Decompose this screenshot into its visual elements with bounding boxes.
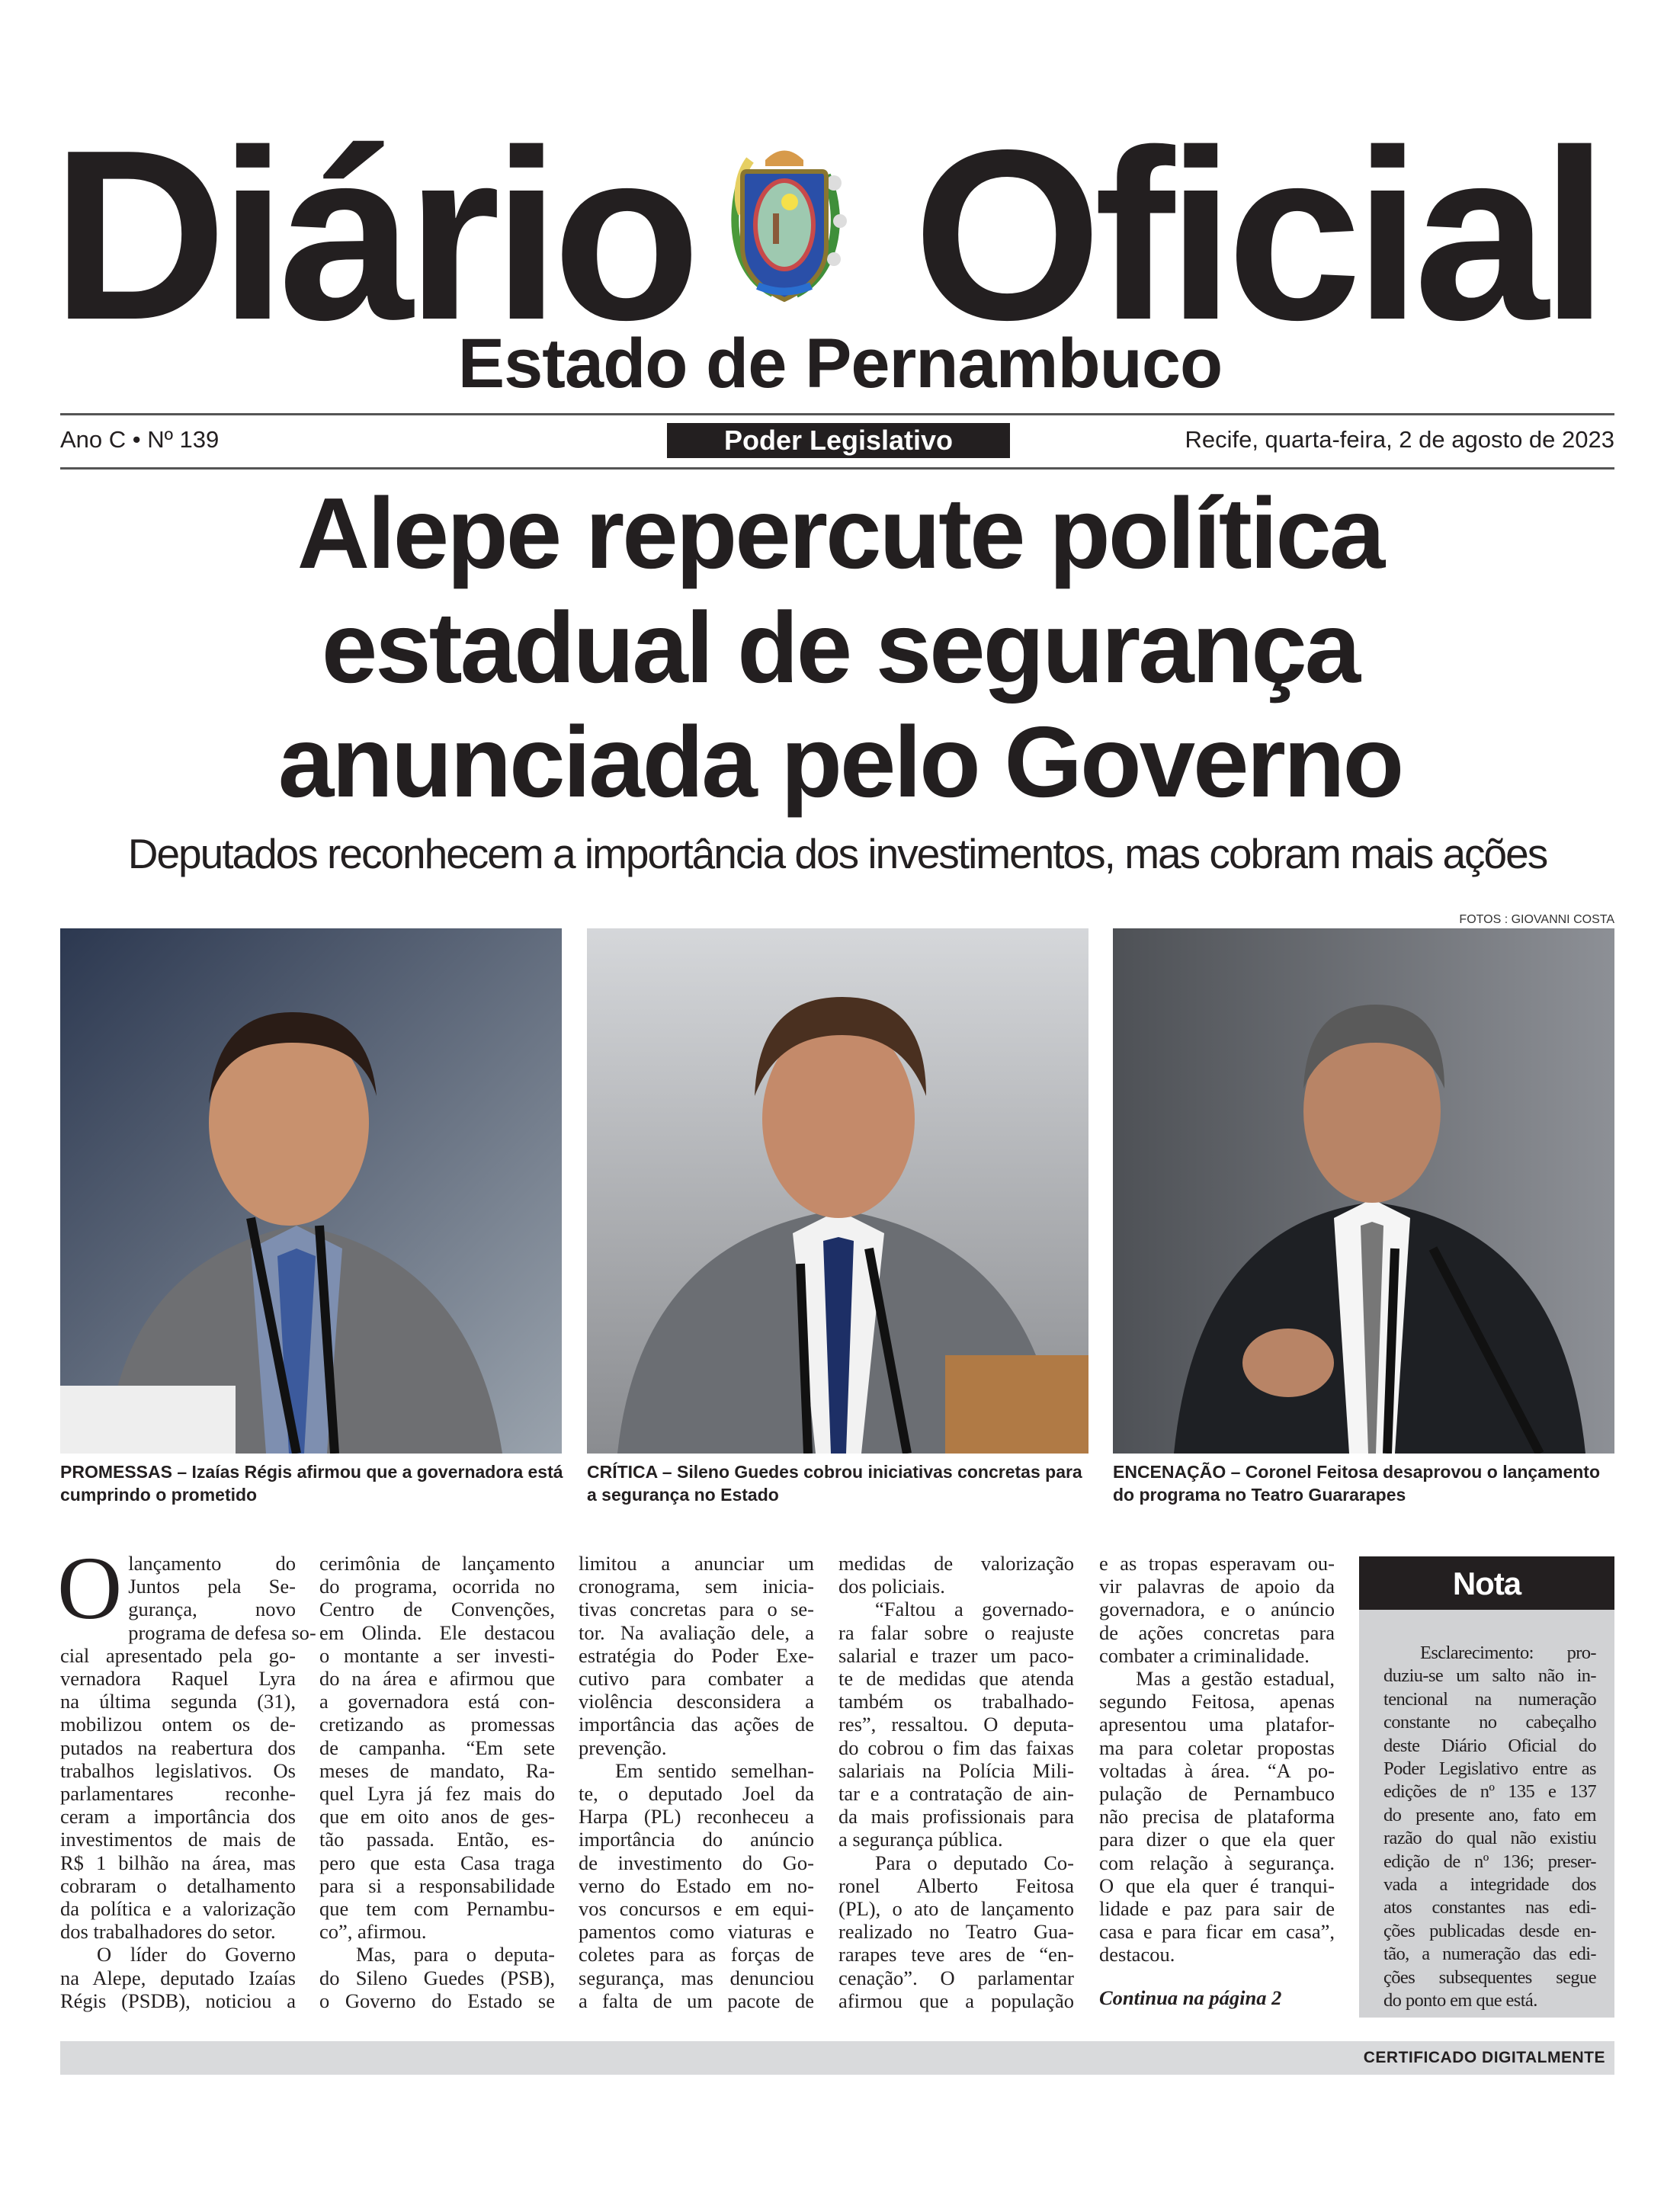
photo-coronel-feitosa <box>1113 928 1614 1454</box>
text-line: para dizer o que ela quer <box>1099 1828 1335 1851</box>
divider <box>60 467 1614 470</box>
article-column <box>319 1552 555 2012</box>
text-line: salariais na Polícia Mili- <box>838 1758 1074 1782</box>
text-line: ma para coletar propostas <box>1099 1736 1335 1759</box>
text-line: cerimônia de lançamento <box>319 1552 555 1575</box>
text-line: segundo Feitosa, apenas <box>1099 1690 1335 1713</box>
text-line: dos policiais. <box>838 1575 945 1598</box>
text-line: prevenção. <box>579 1736 667 1759</box>
continues-link: Continua na página 2 <box>1099 1986 1282 2009</box>
text-line: vernadora Raquel Lyra <box>60 1667 296 1691</box>
text-line: res”, ressaltou. O deputa- <box>838 1713 1074 1736</box>
issue-number: Ano C • Nº 139 <box>60 426 220 453</box>
text-line: tor. Na avaliação dele, a <box>579 1620 814 1644</box>
text-line: dos trabalhadores do setor. <box>60 1920 276 1944</box>
text-line: te de medidas que atenda <box>838 1667 1074 1691</box>
article-column <box>57 1538 316 2012</box>
text-line: te, o deputado Joel da <box>579 1782 814 1806</box>
text-line: importância das ações de <box>579 1713 814 1736</box>
masthead-title-right: Oficial <box>913 100 1601 370</box>
text-line: para si a responsabilidade <box>319 1873 555 1897</box>
nota-title: Nota <box>1359 1556 1614 1610</box>
text-line: cenação”. O parlamentar <box>838 1966 1074 1989</box>
article-column <box>579 1552 814 2012</box>
text-line: edição de nº 136; preser- <box>1383 1851 1596 1872</box>
photo-caption: ENCENAÇÃO – Coronel Feitosa desaprovou o lançamento do programa no Teatro Guararapes <box>1113 1462 1601 1505</box>
text-line: de campanha. “Em sete <box>319 1736 555 1759</box>
text-line: tencional na numeração <box>1383 1688 1596 1710</box>
text-line: a segurança pública. <box>838 1828 1003 1851</box>
text-line: do ponto em que está. <box>1383 1990 1537 2011</box>
text-line: estratégia do Poder Exe- <box>579 1643 814 1667</box>
text-line: cobraram o detalhamento <box>60 1873 296 1897</box>
nota-box <box>1359 1556 1614 2018</box>
text-line: afirmou que a população <box>838 1989 1074 2012</box>
text-line: rarapes teve ares de “en- <box>838 1943 1074 1966</box>
headline-line: anunciada pelo Governo <box>277 706 1403 818</box>
text-line: O que ela quer é tranqui- <box>1099 1873 1335 1897</box>
coat-of-arms-emblem <box>720 130 849 313</box>
photo-caption: CRÍTICA – Sileno Guedes cobrou iniciativas concretas para a segurança no Estado <box>587 1462 1082 1505</box>
text-line: gurança, novo <box>128 1598 296 1621</box>
footer-bar <box>60 2041 1614 2075</box>
text-line: violência desconsidera a <box>579 1690 814 1713</box>
text-line: apresentou uma platafor- <box>1099 1713 1335 1736</box>
text-line: cretizando as promessas <box>319 1713 555 1736</box>
text-line: em Olinda. Ele destacou <box>319 1620 555 1644</box>
text-line: atos constantes nas edi- <box>1383 1897 1596 1918</box>
text-line: da mais profissionais para <box>838 1805 1074 1829</box>
text-line: Mas a gestão estadual, <box>1136 1667 1335 1691</box>
text-line: investimentos de mais de <box>60 1828 296 1851</box>
text-line: deste Diário Oficial do <box>1383 1735 1596 1756</box>
text-line: tão, a numeração das edi- <box>1383 1944 1596 1965</box>
text-line: ronel Alberto Feitosa <box>838 1873 1074 1897</box>
text-line: do presente ano, fato em <box>1383 1804 1596 1825</box>
text-line: R$ 1 bilhão na área, mas <box>60 1851 296 1874</box>
text-line: de ações concretas para <box>1099 1620 1335 1644</box>
text-line: voltadas à área. “A po- <box>1099 1758 1335 1782</box>
text-line: que tem com Pernambu- <box>319 1897 555 1921</box>
text-line: na última segunda (31), <box>60 1690 296 1713</box>
text-line: o Governo do Estado se <box>319 1989 555 2012</box>
issue-date: Recife, quarta-feira, 2 de agosto de 2023 <box>1185 426 1614 453</box>
text-line: tão passada. Então, es- <box>319 1828 555 1851</box>
text-line: Harpa (PL) reconheceu a <box>579 1805 814 1829</box>
text-line: do cobrou o fim das faixas <box>838 1736 1074 1759</box>
text-line: pero que esta Casa traga <box>319 1851 555 1874</box>
text-line: constante no cabeçalho <box>1383 1712 1596 1733</box>
text-line: coletes para as forças de <box>579 1943 814 1966</box>
text-line: também os trabalhado- <box>838 1690 1074 1713</box>
text-line: do Sileno Guedes (PSB), <box>319 1966 555 1989</box>
text-line: ceram a importância dos <box>60 1805 296 1829</box>
text-line: ra falar sobre o reajuste <box>838 1620 1074 1644</box>
text-line: ções publicadas desde en- <box>1383 1920 1596 1941</box>
text-line: putados na reabertura dos <box>60 1736 296 1759</box>
text-line: combater a criminalidade. <box>1099 1643 1310 1667</box>
text-line: Centro de Convenções, <box>319 1598 555 1621</box>
text-line: lançamento do <box>128 1552 296 1575</box>
text-line: vos concursos e em equi- <box>579 1897 814 1921</box>
text-line: O líder do Governo <box>97 1943 296 1966</box>
photo-sileno-guedes <box>587 928 1088 1454</box>
drop-cap: O <box>57 1538 123 1638</box>
nota-text <box>1383 1642 1596 2013</box>
text-line: trabalhos legislativos. Os <box>60 1758 296 1782</box>
headline-line: estadual de segurança <box>321 591 1359 704</box>
text-line: salarial e trazer um paco- <box>838 1643 1074 1667</box>
text-line: programa de defesa so- <box>128 1620 316 1644</box>
certified-label: CERTIFICADO DIGITALMENTE <box>1363 2049 1605 2066</box>
text-line: meses de mandato, Ra- <box>319 1758 555 1782</box>
text-line: verno do Estado em no- <box>579 1873 814 1897</box>
article-column <box>838 1552 1074 2012</box>
text-line: cronograma, sem inicia- <box>579 1575 814 1598</box>
text-line: parlamentares reconhe- <box>60 1782 296 1806</box>
text-line: do na área e afirmou que <box>319 1667 555 1691</box>
text-line: governadora, e o anúncio <box>1099 1598 1335 1621</box>
text-line: a governadora está con- <box>319 1690 555 1713</box>
text-line: quel Lyra já fez mais do <box>319 1782 555 1806</box>
text-line: que em oito anos de ges- <box>319 1805 555 1829</box>
branch-label: Poder Legislativo <box>667 423 1010 458</box>
text-line: ções subsequentes segue <box>1383 1966 1596 1988</box>
photo-caption: PROMESSAS – Izaías Régis afirmou que a governadora está cumprindo o prometido <box>60 1462 563 1505</box>
text-line: segurança, mas denunciou <box>579 1966 814 1989</box>
text-line: razão do qual não existiu <box>1383 1828 1596 1849</box>
text-line: importância do anúncio <box>579 1828 814 1851</box>
text-line: casa e para ficar em casa”, <box>1099 1920 1335 1944</box>
text-line: (PL), o ato de lançamento <box>838 1897 1074 1921</box>
divider <box>60 413 1614 415</box>
photo-izaias-regis <box>60 928 562 1454</box>
text-line: vada a integridade dos <box>1383 1874 1596 1896</box>
text-line: lidade e paz para sair de <box>1099 1897 1335 1921</box>
text-line: pamentos como viaturas e <box>579 1920 814 1944</box>
text-line: com relação à segurança. <box>1099 1851 1335 1874</box>
text-line: a falta de um pacote de <box>579 1989 814 2012</box>
subheadline: Deputados reconhecem a importância dos investimentos, mas cobram mais ações <box>127 830 1547 877</box>
text-line: edições de nº 135 e 137 <box>1383 1781 1596 1803</box>
text-line: cial apresentado pela go- <box>60 1643 296 1667</box>
text-line: medidas de valorização <box>838 1552 1074 1575</box>
text-line: pulação de Pernambuco <box>1099 1782 1335 1806</box>
text-line: co”, afirmou. <box>319 1920 427 1944</box>
article-column <box>1099 1552 1335 2009</box>
text-line: Poder Legislativo entre as <box>1383 1758 1596 1780</box>
photo-credit: FOTOS : GIOVANNI COSTA <box>1459 913 1614 926</box>
text-line: tivas concretas para o se- <box>579 1598 814 1621</box>
masthead-title-left: Diário <box>52 100 694 370</box>
text-line: Em sentido semelhan- <box>615 1758 814 1782</box>
text-line: tar e a contratação de ain- <box>838 1782 1074 1806</box>
text-line: e as tropas esperavam ou- <box>1099 1552 1335 1575</box>
text-line: do programa, ocorrida no <box>319 1575 555 1598</box>
headline-line: Alepe repercute política <box>297 477 1383 589</box>
text-line: realizado no Teatro Gua- <box>838 1920 1074 1944</box>
masthead-subtitle: Estado de Pernambuco <box>457 325 1223 402</box>
text-line: destacou. <box>1099 1943 1175 1966</box>
text-line: Juntos pela Se- <box>128 1575 296 1598</box>
text-line: Para o deputado Co- <box>875 1851 1074 1874</box>
text-line: vir palavras de apoio da <box>1099 1575 1335 1598</box>
text-line: Mas, para o deputa- <box>356 1943 555 1966</box>
text-line: “Faltou a governado- <box>875 1598 1074 1621</box>
text-line: de investimento do Go- <box>579 1851 814 1874</box>
text-line: da política e a valorização <box>60 1897 296 1921</box>
headline <box>0 476 1680 819</box>
text-line: Régis (PSDB), noticiou a <box>60 1989 296 2012</box>
text-line: não precisa de plataforma <box>1099 1805 1335 1829</box>
text-line: o montante a ser investi- <box>319 1643 555 1667</box>
text-line: limitou a anunciar um <box>579 1552 814 1575</box>
text-line: cutivo para combater a <box>579 1667 814 1691</box>
text-line: na Alepe, deputado Izaías <box>60 1966 296 1989</box>
text-line: duziu-se um salto não in- <box>1383 1665 1596 1687</box>
text-line: Esclarecimento: pro- <box>1420 1643 1596 1663</box>
text-line: mobilizou ontem os de- <box>60 1713 296 1736</box>
